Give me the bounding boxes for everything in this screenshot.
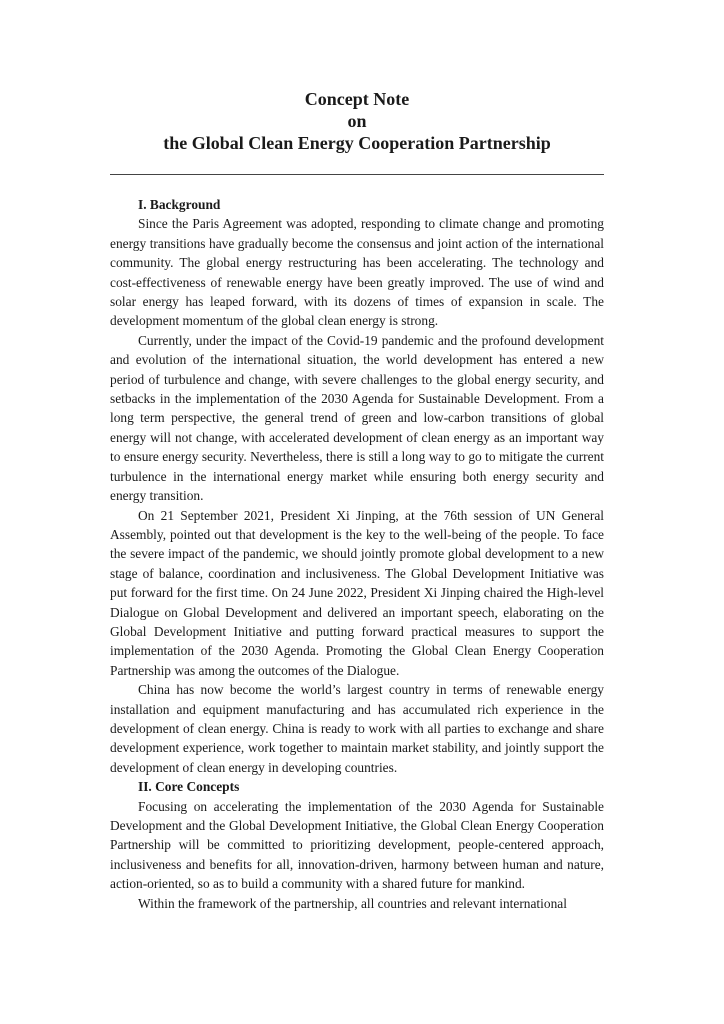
paragraph: Focusing on accelerating the implementation of the 2030 Agenda for Sustainable Development and the Global Development Initiative, the Global Clean Energy Cooperation Partnership will be committed to prioritizing development, people-centered approach, inclusiveness and benefits for all, innovation-driven, harmony between human and nature, action-oriented, so as to build a community with a shared future for mankind.: [110, 798, 604, 892]
document-body: [110, 195, 604, 913]
document-title: [110, 88, 604, 154]
paragraph: On 21 September 2021, President Xi Jinping, at the 76th session of UN General Assembly, pointed out that development is the key to the well-being of the people. To face the severe impact of the pandemic, we should jointly promote global development to a new stage of balance, coordination and inclusiveness. The Global Development Initiative was put forward for the first time. On 24 June 2022, President Xi Jinping chaired the High-level Dialogue on Global Development and delivered an important speech, elaborating on the Global Development Initiative and putting forward practical measures to support the implementation of the 2030 Agenda. Promoting the Global Clean Energy Cooperation Partnership was among the outcomes of the Dialogue.: [110, 507, 604, 678]
title-line: Concept Note: [304, 89, 410, 109]
title-line: the Global Clean Energy Cooperation Partnership: [163, 133, 551, 153]
title-divider: [110, 174, 604, 175]
paragraph: Within the framework of the partnership, all countries and relevant international: [138, 895, 567, 911]
paragraph: Since the Paris Agreement was adopted, responding to climate change and promoting energy transitions have gradually become the consensus and joint action of the international community. The global energy restructuring has been accelerating. The technology and cost-effectiveness of renewable energy have been greatly improved. The use of wind and solar energy has leaped forward, with its dozens of times of expansion in scale. The development momentum of the global clean energy is strong.: [110, 216, 604, 329]
section-heading-core-concepts: II. Core Concepts: [138, 779, 240, 795]
paragraph: China has now become the world’s largest country in terms of renewable energy installation and equipment manufacturing and has accumulated rich experience in the development of clean energy. China is ready to work with all parties to exchange and share development experience, work together to maintain market stability, and jointly support the development of clean energy in developing countries.: [110, 682, 604, 775]
paragraph: Currently, under the impact of the Covid-19 pandemic and the profound development and evolution of the international situation, the world development has entered a new period of turbulence and change, with severe challenges to the global energy security, and setbacks in the implementation of the 2030 Agenda for Sustainable Development. From a long term perspective, the general trend of green and low-carbon transitions of global energy will not change, with accelerated development of clean energy as an important way to ensure energy security. Nevertheless, there is still a long way to go to mitigate the current turbulence in the international energy market while ensuring both energy security and energy transition.: [110, 332, 604, 504]
section-heading-background: I. Background: [138, 197, 221, 212]
title-line: on: [347, 111, 367, 131]
